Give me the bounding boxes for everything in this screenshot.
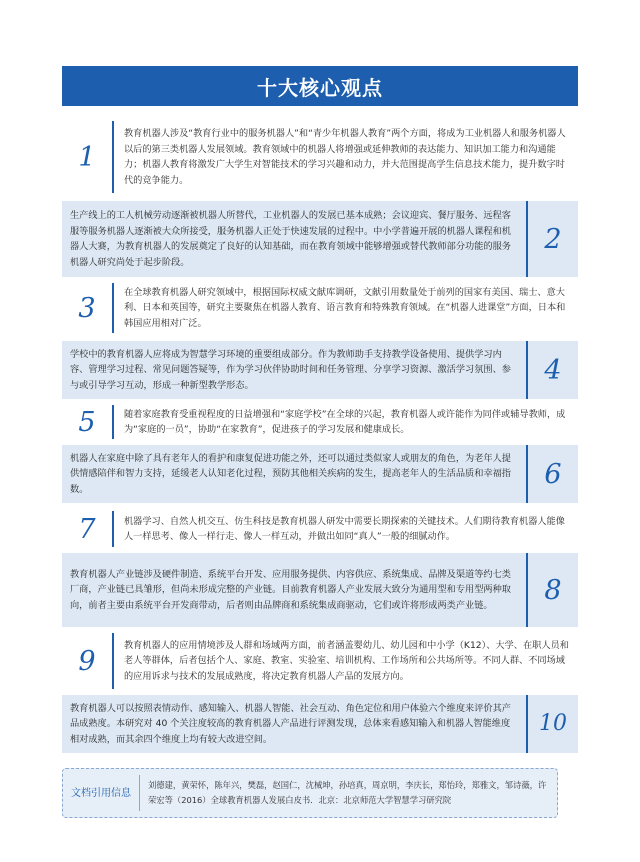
point-text: 生产线上的工人机械劳动逐渐被机器人所替代，工业机器人的发展已基本成熟；会议迎宾、餐厅服务、远程客服等服务机器人逐渐被大众所接受，服务机器人正处于快速发展的过程中。中小学普遍开展的机器人课程和机器人大赛，为教育机器人的发展奠定了良好的认知基础，而在教育领域中能够增强或替代教师部分功能的服务机器人研究尚处于起步阶段。 xyxy=(70,210,511,268)
point-text: 在全球教育机器人研究领域中，根据国际权威文献库调研，文献引用数量处于前列的国家有美国、瑞士、意大利、日本和英国等，研究主要聚焦在机器人教育、语言教育和特殊教育领域。在“机器人进课堂”方面，日本和韩国应用相对广泛。 xyxy=(124,286,566,329)
citation-text: 刘德建，黄荣怀，陈年兴，樊磊，赵国仁，沈械坤，孙培真，周京明，李庆长，郑怡玲，郑雅文，邹诗薇，许荣宏等（2016）全球教育机器人发展白皮书．北京：北京师范大学智慧学习研究院 xyxy=(148,780,547,805)
point-number: 3 xyxy=(78,292,96,324)
core-point-4 xyxy=(62,341,578,399)
point-number: 1 xyxy=(78,141,96,173)
point-number: 9 xyxy=(78,645,96,677)
core-point-1 xyxy=(62,121,578,193)
point-text: 教育机器人产业链涉及硬件制造、系统平台开发、应用服务提供、内容供应、系统集成、品牌及渠道等约七类厂商，产业链已具雏形，但尚未形成完整的产业链。目前教育机器人产业发展大致分为通用型和专用型两种取向，前者主要由系统平台开发商带动，后者则由品牌商和系统集成商驱动，它们或许将形成两类产业链。 xyxy=(70,568,511,611)
point-number: 4 xyxy=(544,354,562,386)
core-point-3 xyxy=(62,283,578,333)
point-text: 机器人在家庭中除了具有老年人的看护和康复促进功能之外，还可以通过类似家人或朋友的角色，为老年人提供情感陪伴和智力支持，延缓老人认知老化过程，预防其他相关疾病的发生，提高老年人的生活品质和幸福指数。 xyxy=(70,452,511,495)
citation-box xyxy=(62,768,558,818)
point-text: 机器学习、自然人机交互、仿生科技是教育机器人研发中需要长期探索的关键技术。人们期待教育机器人能像人一样思考、像人一样行走、像人一样互动，并做出如同“真人”一般的细腻动作。 xyxy=(124,515,565,542)
core-point-10 xyxy=(62,695,578,753)
core-point-9 xyxy=(62,633,578,689)
core-point-2 xyxy=(62,201,578,277)
point-number: 7 xyxy=(78,513,96,545)
point-number: 8 xyxy=(544,574,562,606)
point-number: 6 xyxy=(544,458,562,490)
point-number: 10 xyxy=(539,711,567,736)
point-text: 教育机器人可以按照表情动作、感知输入、机器人智能、社会互动、角色定位和用户体验六个维度来评价其产品成熟度。本研究对 40 个关注度较高的教育机器人产品进行评测发现，总体来看感知输入和机器人智能维度相对成熟，而其余四个维度上均有较大改进空间。 xyxy=(70,702,511,745)
point-text: 教育机器人的应用情境涉及人群和场域两方面，前者涵盖婴幼儿、幼儿园和中小学（K12）、大学、在职人员和老人等群体，后者包括个人、家庭、教室、实验室、培训机构、工作场所和公共场所等。不同人群、不同场域的应用诉求与技术的发展成熟度，将决定教育机器人产品的发展方向。 xyxy=(124,639,569,682)
core-point-7 xyxy=(62,511,578,547)
point-number: 5 xyxy=(78,406,96,438)
point-text: 随着家庭教育受重视程度的日益增强和“家庭学校”在全球的兴起，教育机器人或许能作为同伴或辅导教师，成为“家庭的一员”，协助“在家教育”，促进孩子的学习发展和健康成长。 xyxy=(124,408,566,435)
point-number: 2 xyxy=(544,223,562,255)
point-text: 学校中的教育机器人应将成为智慧学习环境的重要组成部分。作为教师助手支持教学设备使用、提供学习内容、管理学习过程、常见问题答疑等，作为学习伙伴协助时间和任务管理、分享学习资源、激活学习氛围、参与或引导学习互动，形成一种新型教学形态。 xyxy=(70,348,511,391)
core-point-8 xyxy=(62,553,578,627)
page-title: 十大核心观点 xyxy=(62,66,578,106)
core-point-5 xyxy=(62,405,578,439)
core-point-6 xyxy=(62,445,578,503)
citation-label: 文档引用信息 xyxy=(71,787,131,799)
point-text: 教育机器人涉及“教育行业中的服务机器人”和“青少年机器人教育”两个方面，将成为工业机器人和服务机器人以后的第三类机器人发展领域。教育领域中的机器人将增强或延伸教师的表达能力、知识加工能力和沟通能力；机器人教育将激发广大学生对智能技术的学习兴趣和动力，并大范围提高学生信息技术能力，提升数字时代的竞争能力。 xyxy=(124,128,566,186)
